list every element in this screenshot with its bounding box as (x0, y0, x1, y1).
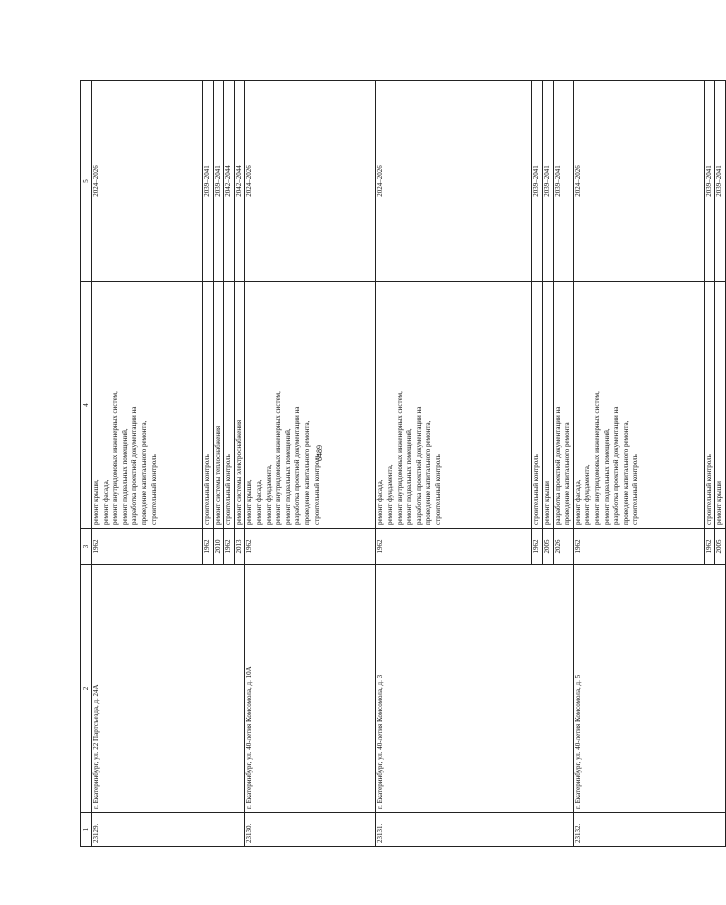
work-line: разработка проектной документации на (130, 406, 139, 525)
work-line: проведение капитального ремонта, (621, 420, 630, 525)
work-line: ремонт подвальных помещений, (602, 428, 611, 525)
work-line: ремонт внутридомовых инженерных систем, (395, 391, 404, 525)
work-line: ремонт крыши (715, 481, 724, 525)
build-year: 1962 (92, 529, 203, 565)
capital-repair-table (80, 80, 726, 847)
entry-address: г. Екатеринбург, ул. 40-летия Комсомола, д. 10А (245, 565, 376, 813)
work-line: строительный контроль (532, 454, 541, 525)
header-col-4: 4 (81, 282, 92, 529)
entry-address: г. Екатеринбург, ул. 40-летия Комсомола, д. 3 (376, 565, 573, 813)
repair-period: 2039–2041 (715, 81, 726, 282)
work-types (92, 282, 203, 529)
build-year: 1962 (224, 529, 235, 565)
work-line: строительный контроль (149, 454, 158, 525)
work-types (532, 282, 543, 529)
work-types (203, 282, 214, 529)
work-line: ремонт фасада, (573, 479, 582, 525)
work-types (224, 282, 235, 529)
work-line: ремонт внутридомовых инженерных систем, (592, 391, 601, 525)
repair-period: 2024–2026 (245, 81, 376, 282)
work-line: ремонт системы электроснабжения (234, 419, 243, 525)
work-line: ремонт крыши, (92, 479, 100, 525)
work-line: строительный контроль (433, 454, 442, 525)
work-line: ремонт фасада, (376, 479, 385, 525)
entry-number: 23129. (92, 813, 245, 847)
work-line: ремонт крыши, (245, 479, 254, 525)
work-line: разработка проектной документации на (612, 406, 621, 525)
header-col-3: 3 (81, 529, 92, 565)
work-line: ремонт фундамента, (264, 464, 273, 525)
work-line: проведение капитального ремонта, (424, 420, 433, 525)
work-types (573, 282, 704, 529)
build-year: 1962 (376, 529, 532, 565)
table-row (573, 81, 704, 847)
work-line: разработка проектной документации на (553, 406, 562, 525)
work-line: ремонт фасада, (101, 479, 110, 525)
header-row (81, 81, 92, 847)
build-year: 2026 (553, 529, 573, 565)
work-line: ремонт фундамента, (583, 464, 592, 525)
work-line: ремонт внутридомовых инженерных систем, (111, 391, 120, 525)
build-year: 2005 (542, 529, 553, 565)
work-types (213, 282, 224, 529)
header-col-2: 2 (81, 565, 92, 813)
work-line: проведение капитального ремонта (563, 422, 572, 525)
build-year: 2010 (213, 529, 224, 565)
work-line: ремонт фундамента, (385, 464, 394, 525)
work-line: ремонт системы теплоснабжения (213, 425, 222, 525)
work-types (376, 282, 532, 529)
work-line: строительный контроль (704, 454, 713, 525)
repair-period: 2039–2041 (542, 81, 553, 282)
entry-address: г. Екатеринбург, ул. 22 Партсъезда, д. 24А (92, 565, 245, 813)
entry-number: 23131. (376, 813, 573, 847)
work-line: строительный контроль (312, 454, 321, 525)
entry-number: 23130. (245, 813, 376, 847)
work-line: ремонт подвальных помещений, (283, 428, 292, 525)
work-line: строительный контроль (631, 454, 640, 525)
work-types (245, 282, 376, 529)
header-col-1: 1 (81, 813, 92, 847)
work-line: ремонт внутридомовых инженерных систем, (274, 391, 283, 525)
work-line: ремонт фасада, (254, 479, 263, 525)
build-year: 2005 (715, 529, 726, 565)
page-number: 6489 (315, 445, 324, 461)
entry-number: 23132. (573, 813, 725, 847)
build-year: 1962 (704, 529, 715, 565)
table-row (245, 81, 376, 847)
work-types (553, 282, 573, 529)
work-line: проведение капитального ремонта, (139, 420, 148, 525)
repair-period: 2042–2044 (224, 81, 235, 282)
repair-period: 2039–2041 (553, 81, 573, 282)
repair-period: 2039–2041 (532, 81, 543, 282)
repair-period: 2039–2041 (704, 81, 715, 282)
work-types (704, 282, 715, 529)
work-line: разработка проектной документации на (414, 406, 423, 525)
table-row (376, 81, 532, 847)
build-year: 1962 (203, 529, 214, 565)
work-line: ремонт крыши (542, 481, 551, 525)
work-types (234, 282, 245, 529)
work-line: разработка проектной документации на (293, 406, 302, 525)
build-year: 1962 (245, 529, 376, 565)
repair-period: 2024–2026 (573, 81, 704, 282)
work-line: ремонт подвальных помещений, (405, 428, 414, 525)
table-row (92, 81, 203, 847)
repair-period: 2024–2026 (92, 81, 203, 282)
work-line: строительный контроль (224, 454, 233, 525)
entry-address: г. Екатеринбург, ул. 40-летия Комсомола, д. 5 (573, 565, 725, 813)
work-types (542, 282, 553, 529)
repair-period: 2039–2041 (213, 81, 224, 282)
repair-period: 2042–2044 (234, 81, 245, 282)
rotated-document-table (80, 81, 724, 847)
work-types (715, 282, 726, 529)
repair-period: 2024–2026 (376, 81, 532, 282)
work-line: ремонт подвальных помещений, (120, 428, 129, 525)
repair-period: 2039–2041 (203, 81, 214, 282)
build-year: 1962 (532, 529, 543, 565)
work-line: строительный контроль (203, 454, 211, 525)
work-line: проведение капитального ремонта, (302, 420, 311, 525)
build-year: 2013 (234, 529, 245, 565)
build-year: 1962 (573, 529, 704, 565)
header-col-5: 5 (81, 81, 92, 282)
